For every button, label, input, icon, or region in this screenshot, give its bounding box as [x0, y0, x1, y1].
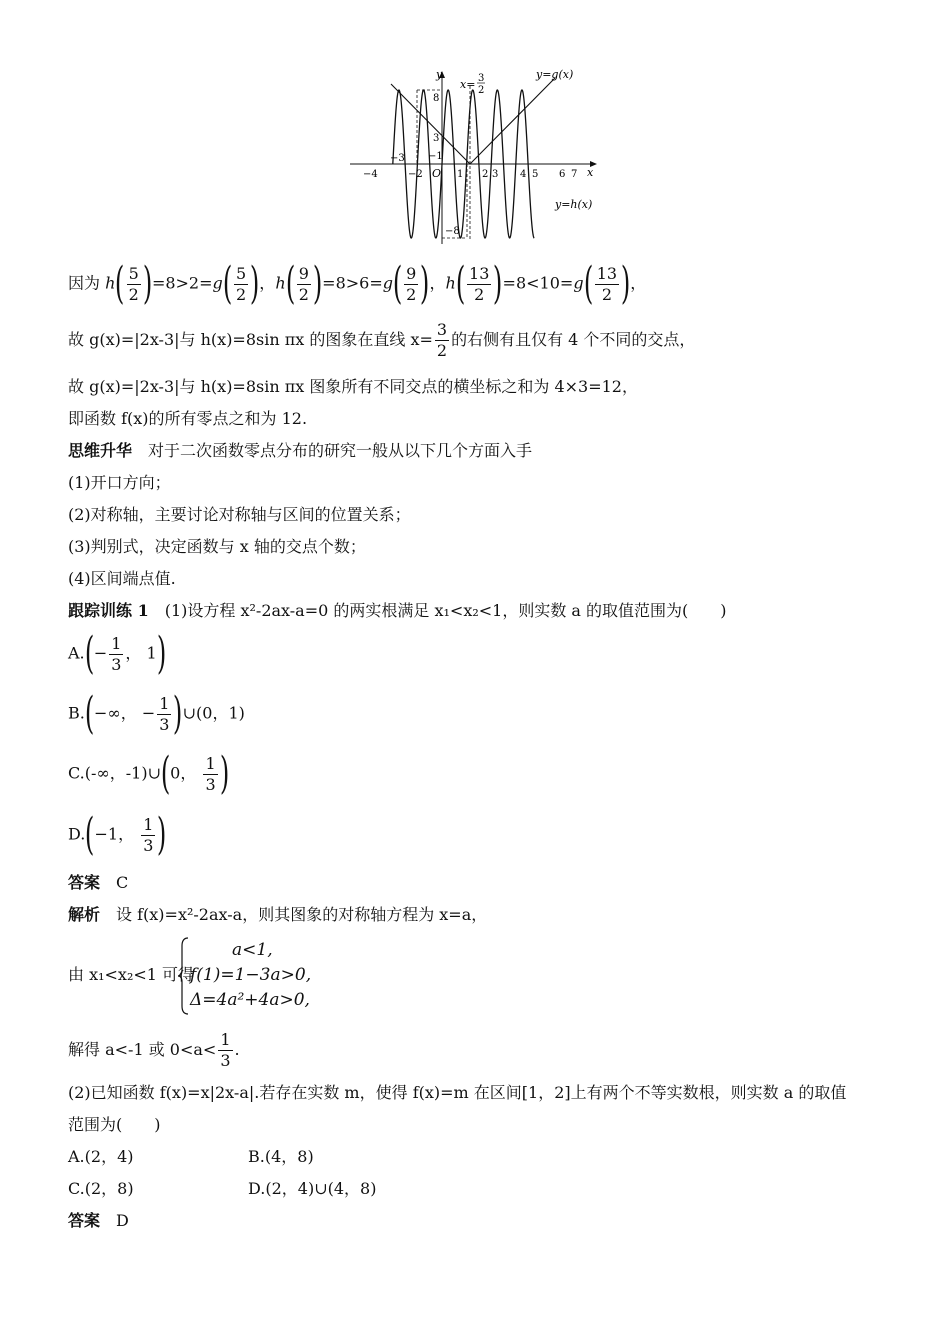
answer-2: 答案 D [68, 1211, 129, 1230]
x-tick-7: 7 [571, 169, 578, 180]
exercise-question-1: 跟踪训练 1 (1)设方程 x²-2ax-a=0 的两实根满足 x₁<x₂<1，则实数 a 的取值范围为( ) [68, 601, 727, 620]
system-prefix: 由 x₁<x₂<1 可得 [68, 965, 195, 984]
q2-option-d: D.(2，4)∪(4，8) [248, 1179, 377, 1198]
x-tick-neg3: −3 [390, 153, 405, 164]
y-tick-3: 3 [433, 133, 440, 144]
origin-label: O [432, 167, 442, 180]
q2-option-c: C.(2，8) [68, 1179, 134, 1198]
question-2-line-2: 范围为( ) [68, 1115, 161, 1134]
q2-option-a: A.(2，4) [68, 1147, 134, 1166]
x-axis-label: x [587, 166, 594, 179]
system-eq-2: f(1)=1−3a>0, [190, 965, 312, 985]
line-label-num: 3 [478, 73, 485, 84]
text-line-2: 故 g(x)=|2x-3|与 h(x)=8sin πx 的图象在直线 x= $\frac{3}{2}$ 的右侧有且仅有 4 个不同的交点， [68, 320, 696, 360]
q2-option-b: B.(4，8) [248, 1147, 314, 1166]
option-c: C.(-∞，-1)∪(0， $\frac{1}{3}$ ) [68, 748, 229, 799]
x-tick-2: 2 [482, 169, 489, 180]
y-axis-label: y [436, 68, 443, 81]
h-label: y=h(x) [555, 198, 593, 211]
text-line-4: 即函数 f(x)的所有零点之和为 12. [68, 409, 308, 428]
x-tick-neg4: −4 [363, 169, 378, 180]
question-2-line-1: (2)已知函数 f(x)=x|2x-a|.若存在实数 m，使得 f(x)=m 在区间[1，2]上有两个不等实数根，则实数 a 的取值 [68, 1083, 847, 1102]
x-tick-neg2: −2 [408, 169, 423, 180]
answer-1: 答案 C [68, 873, 129, 892]
system-brace [178, 936, 190, 1016]
line-label-den: 2 [478, 85, 485, 96]
y-tick-neg1: −1 [428, 151, 443, 162]
option-a: A.(− $\frac{1}{3}$ ， 1) [68, 628, 166, 679]
summary-item-1: (1)开口方向； [68, 473, 171, 492]
solution-line-2: 解得 a<-1 或 0<a< $\frac{1}{3}$ . [68, 1030, 240, 1070]
y-tick-8: 8 [433, 93, 440, 104]
summary-item-2: (2)对称轴，主要讨论对称轴与区间的位置关系； [68, 505, 411, 524]
x-tick-5: 5 [532, 169, 539, 180]
text-line-1: 因为 h( $\frac{5}{2}$ )=8>2=g( $\frac{5}{2}$ )，h( $\frac{9}{2}$ )=8>6=g( $\frac{9}{2}$ )，h( $\frac{13}{2}$ )=8<10=g( $\frac{13}{2}$ )， [68, 258, 647, 309]
summary-item-3: (3)判别式，决定函数与 x 轴的交点个数； [68, 537, 366, 556]
function-graph [345, 66, 610, 246]
x-tick-6: 6 [559, 169, 566, 180]
x-tick-1: 1 [457, 169, 464, 180]
x-tick-4: 4 [520, 169, 527, 180]
g-label: y=g(x) [536, 68, 574, 81]
text-line-3: 故 g(x)=|2x-3|与 h(x)=8sin πx 图象所有不同交点的横坐标之和为 4×3=12， [68, 377, 638, 396]
system-eq-3: Δ=4a²+4a>0, [190, 990, 310, 1010]
x-tick-3: 3 [492, 169, 499, 180]
solution-line-1: 解析 设 f(x)=x²-2ax-a，则其图象的对称轴方程为 x=a， [68, 905, 488, 924]
option-b: B.(−∞， − $\frac{1}{3}$ )∪(0，1) [68, 688, 245, 739]
system-eq-1: a<1, [232, 940, 273, 960]
summary-item-4: (4)区间端点值. [68, 569, 176, 588]
summary-heading: 思维升华 对于二次函数零点分布的研究一般从以下几个方面入手 [68, 441, 533, 460]
line-label: x= [460, 78, 476, 91]
y-tick-neg8: −8 [445, 226, 460, 237]
option-d: D.(−1， $\frac{1}{3}$ ) [68, 809, 167, 860]
